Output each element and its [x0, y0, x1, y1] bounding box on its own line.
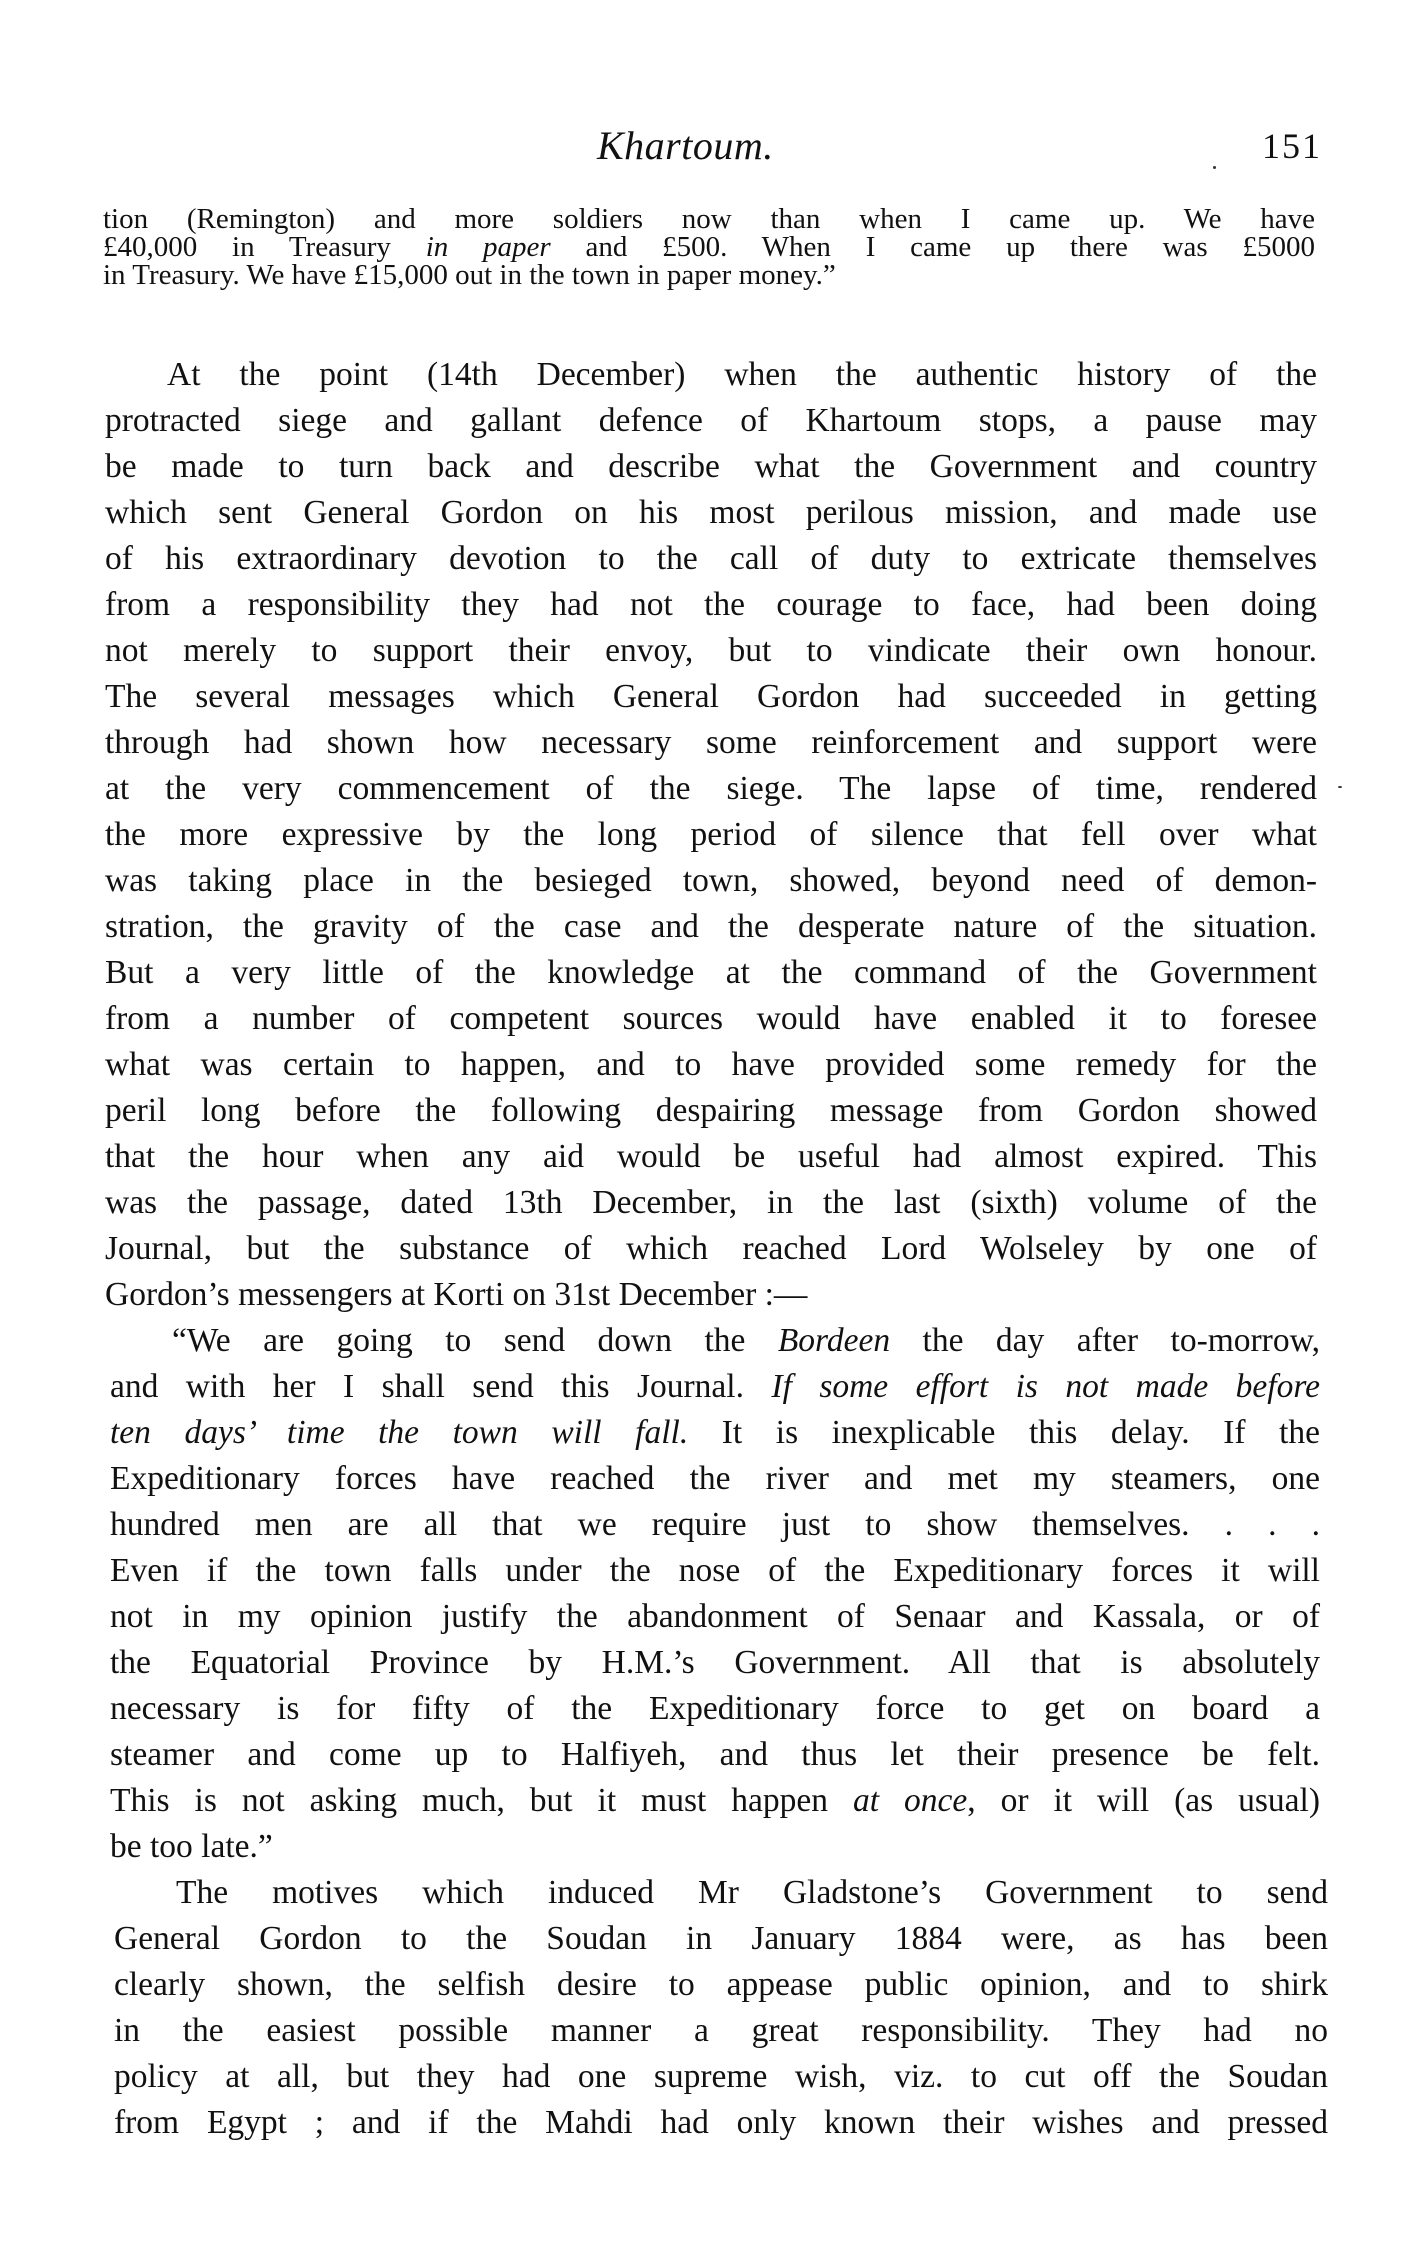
text-line: ten days’ time the town will fall. It is inexplicable this delay. If the	[110, 1414, 1321, 1451]
text-line: The several messages which General Gordon had succeeded in getting	[105, 678, 1317, 715]
text-line: This is not asking much, but it must happen at once, or it will (as usual)	[110, 1782, 1320, 1819]
text-line: steamer and come up to Halfiyeh, and thus let their presence be felt.	[110, 1736, 1320, 1773]
text-line: Journal, but the substance of which reached Lord Wolseley by one of	[105, 1230, 1317, 1267]
text-line: in Treasury. We have £15,000 out in the town in paper money.”	[103, 259, 836, 291]
text-line: “We are going to send down the Bordeen the day after to-morrow,	[172, 1322, 1320, 1359]
gordon-quotation	[110, 1318, 1320, 1870]
text-line: But a very little of the knowledge at the command of the Government	[105, 954, 1317, 991]
text-line: was taking place in the besieged town, showed, beyond need of demon-	[105, 862, 1317, 899]
text-line: in the easiest possible manner a great responsibility. They had no	[114, 2012, 1328, 2049]
text-line: the more expressive by the long period of silence that fell over what	[105, 816, 1317, 853]
text-line: be made to turn back and describe what the Government and country	[105, 448, 1317, 485]
text-line: from a responsibility they had not the courage to face, had been doing	[105, 586, 1317, 623]
page-number: 151	[1262, 126, 1322, 166]
text-line: policy at all, but they had one supreme wish, viz. to cut off the Soudan	[114, 2058, 1328, 2095]
running-head	[0, 118, 1406, 178]
text-line: Expeditionary forces have reached the river and met my steamers, one	[110, 1460, 1320, 1497]
text-line: protracted siege and gallant defence of Khartoum stops, a pause may	[105, 402, 1317, 439]
text-line: hundred men are all that we require just to show themselves. . . .	[110, 1506, 1320, 1543]
text-line: the Equatorial Province by H.M.’s Government. All that is absolutely	[110, 1644, 1320, 1681]
italic-emphasis: ten days’ time the town will fall.	[110, 1414, 689, 1451]
text-line: be too late.”	[110, 1828, 273, 1865]
italic-emphasis: If some effort is not made before	[771, 1368, 1320, 1405]
text-line: what was certain to happen, and to have provided some remedy for the	[105, 1046, 1317, 1083]
text-line: stration, the gravity of the case and the desperate nature of the situation.	[105, 908, 1317, 945]
scan-speck	[1213, 166, 1216, 169]
text-line: of his extraordinary devotion to the call of duty to extricate themselves	[105, 540, 1317, 577]
text-line: The motives which induced Mr Gladstone’s Government to send	[176, 1874, 1328, 1911]
text-line: from a number of competent sources would have enabled it to foresee	[105, 1000, 1317, 1037]
text-line: clearly shown, the selfish desire to appease public opinion, and to shirk	[114, 1966, 1328, 2003]
text-line: £40,000 in Treasury in paper and £500. When I came up there was £5000	[103, 231, 1316, 263]
text-line: necessary is for fifty of the Expeditionary force to get on board a	[110, 1690, 1320, 1727]
paragraph-gladstone-motives	[114, 1870, 1328, 2146]
text-line: Even if the town falls under the nose of the Expeditionary forces it will	[110, 1552, 1320, 1589]
running-head-title: Khartoum.	[597, 123, 774, 168]
italic-emphasis: at once	[852, 1782, 968, 1819]
paragraph-siege-history	[105, 352, 1317, 1318]
text-line: that the hour when any aid would be useful had almost expired. This	[105, 1138, 1317, 1175]
continued-quotation	[103, 205, 1315, 289]
text-line: not merely to support their envoy, but to vindicate their own honour.	[105, 632, 1317, 669]
text-line: through had shown how necessary some reinforcement and support were	[105, 724, 1317, 761]
text-line: peril long before the following despairing message from Gordon showed	[105, 1092, 1317, 1129]
text-line: and with her I shall send this Journal. If some effort is not made before	[110, 1368, 1320, 1405]
text-line: At the point (14th December) when the authentic history of the	[167, 356, 1317, 393]
text-line: was the passage, dated 13th December, in the last (sixth) volume of the	[105, 1184, 1317, 1221]
text-line: Gordon’s messengers at Korti on 31st December :—	[105, 1276, 808, 1313]
text-line: not in my opinion justify the abandonment of Senaar and Kassala, or of	[110, 1598, 1320, 1635]
italic-emphasis: Bordeen	[777, 1322, 891, 1359]
scan-speck	[1338, 786, 1342, 788]
text-line: tion (Remington) and more soldiers now than when I came up. We have	[103, 203, 1315, 235]
text-line: from Egypt ; and if the Mahdi had only known their wishes and pressed	[114, 2104, 1328, 2141]
text-line: at the very commencement of the siege. The lapse of time, rendered	[105, 770, 1317, 807]
text-line: General Gordon to the Soudan in January 1884 were, as has been	[114, 1920, 1328, 1957]
text-line: which sent General Gordon on his most perilous mission, and made use	[105, 494, 1317, 531]
italic-emphasis: in paper	[425, 231, 551, 263]
